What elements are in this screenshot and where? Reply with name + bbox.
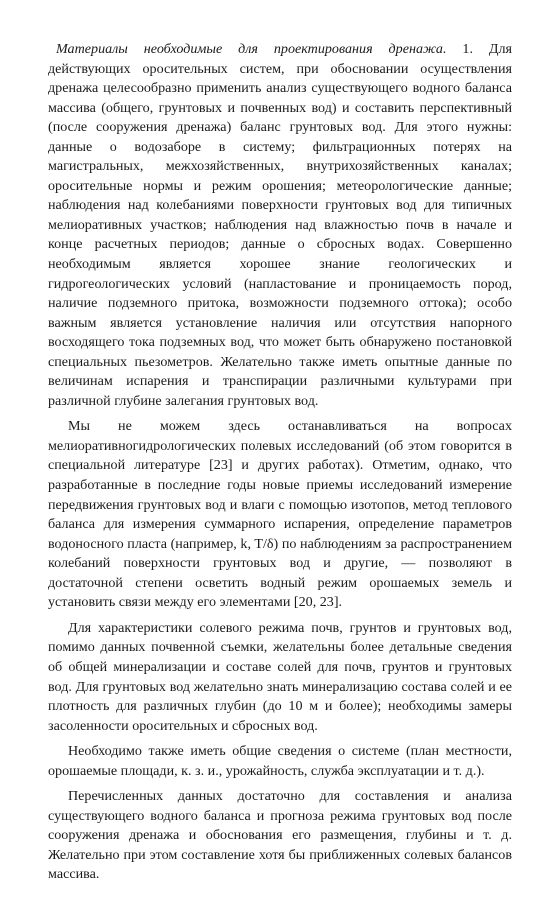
section-heading: Материалы необходимые для проектирования дренажа. [56,41,447,57]
paragraph-1-text: 1. Для действующих оросительных систем, при обосновании осуществления дренажа целесообразно применить анализ существующего водного баланса массива (общего, грунтовых и почвенных вод) и составить перспективный (после сооружения дренажа) баланс грунтовых вод. Для этого нужны: данные о водозаборе в систему; фильтрационных потерях на магистральных, межхозяйственных, внутрихозяйственных каналах; оросительные нормы и режим орошения; метеорологические данные; наблюдения над колебаниями поверхности грунтовых вод для типичных мелиоративных участков; наблюдения над влажностью почв в начале и конце расчетных периодов; данные о сбросных водах. Совершенно необходимым является хорошее знание геологических и гидрогеологических условий (напластование и проницаемость пород, наличие подземного притока, возможности подземного оттока); особо важным является установление наличия или отсутствия напорного восходящего тока подземных вод, что может быть обнаружено постановкой специальных пьезометров. Желательно также иметь опытные данные по величинам испарения и транспирации различными культурами при различной глубине залегания грунтовых вод. [48,41,513,409]
paragraph-3: Для характеристики солевого режима почв, грунтов и грунтовых вод, помимо данных почвенной съемки, желательны более детальные сведения об общей минерализации и составе солей для почв, грунтов и грунтовых вод. Для грунтовых вод желательно знать минерализацию состава солей и ее плотность для различных глубин (до 10 м и более); необходимы замеры засоленности оросительных и сбросных вод. [48,619,512,734]
paragraph-5: Перечисленных данных достаточно для составления и анализа существующего водного баланса и прогноза режима грунтовых вод после сооружения дренажа и обоснования его размещения, глубины и т. д. Желательно при этом составление хотя бы приближенных солевых балансов массива. [48,788,512,883]
document-page [48,40,512,891]
paragraph-1 [48,40,512,411]
paragraph-2: Мы не можем здесь останавливаться на вопросах мелиоративногидрологических полевых исследований (об этом говорится в специальной литературе [23] и других работах). Отметим, однако, что разработанные в последние годы новые приемы исследований измерение передвижения грунтовых вод и влаги с помощью изотопов, метод теплового баланса для измерения суммарного испарения, определение параметров водоносного пласта (например, k, T/δ) по наблюдениям за распространением колебаний поверхности грунтовых вод и другие, — позволяют в достаточной степени осветить водный режим орошаемых земель и установить связи между его элементами [20, 23]. [48,418,512,611]
paragraph-4: Необходимо также иметь общие сведения о системе (план местности, орошаемые площади, к. з. и., урожайность, служба эксплуатации и т. д.). [48,743,512,779]
